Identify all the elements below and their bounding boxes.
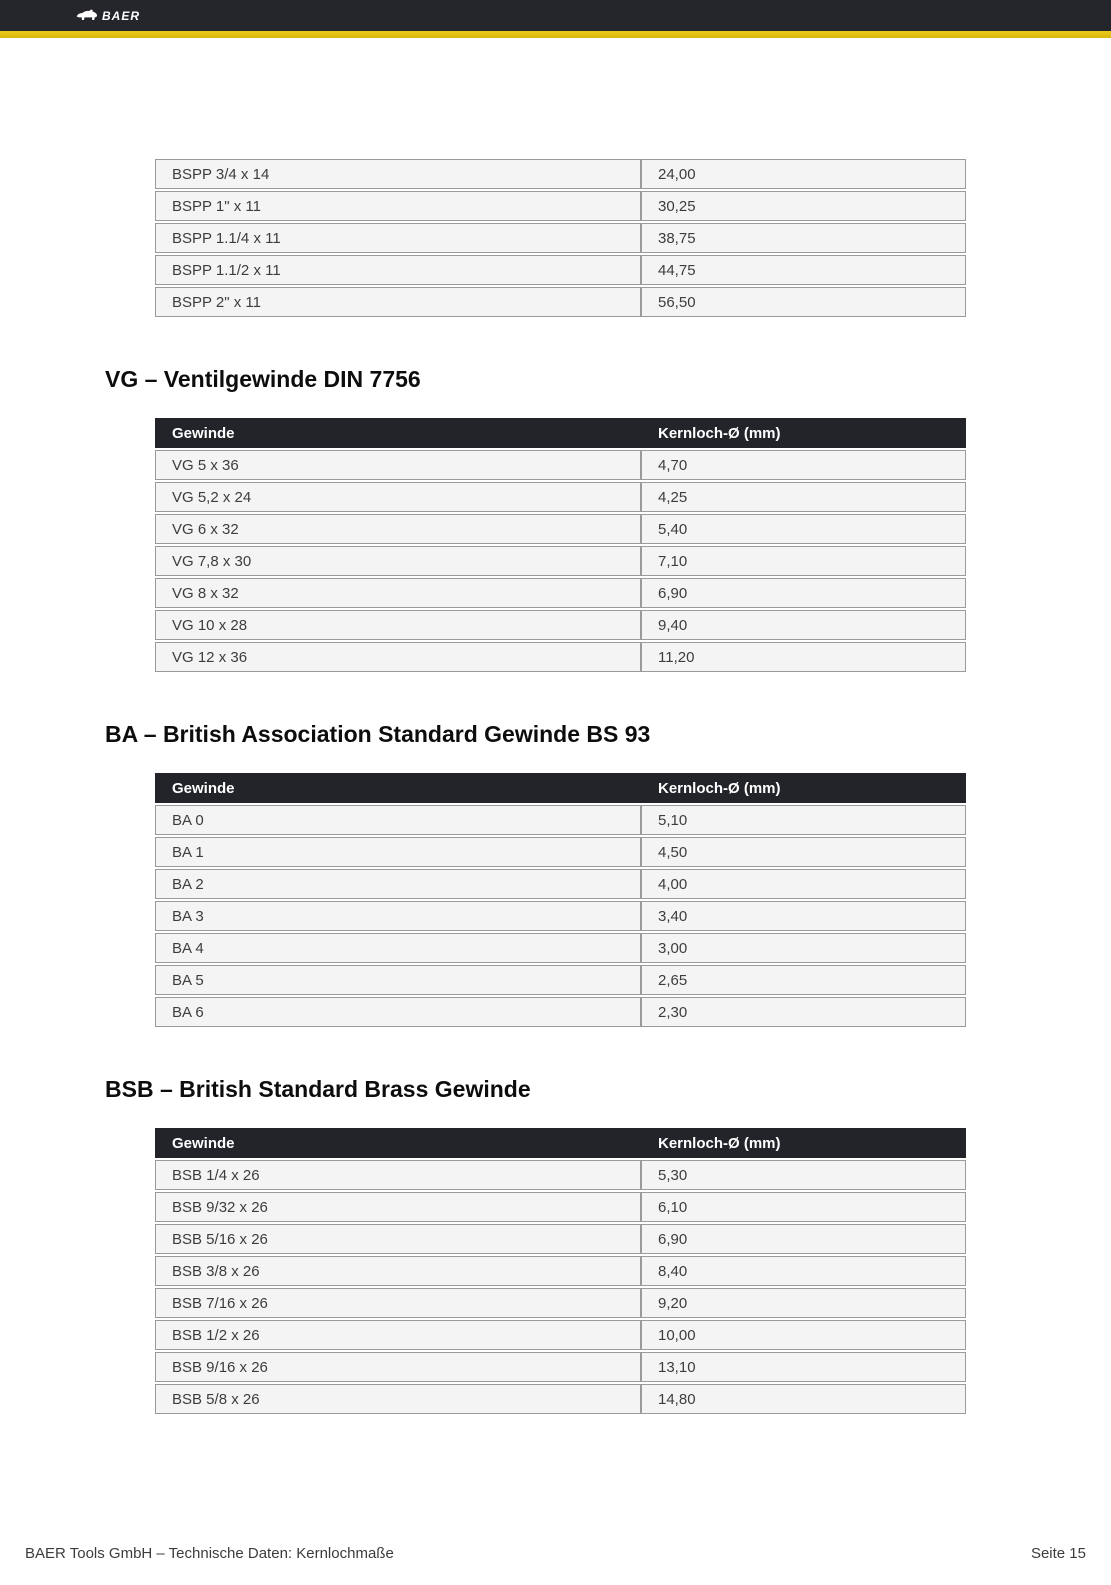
table-row bbox=[155, 1256, 966, 1286]
gewinde-cell: BSPP 2" x 11 bbox=[155, 287, 641, 317]
gewinde-cell: BSPP 1.1/2 x 11 bbox=[155, 255, 641, 285]
kernloch-cell: 10,00 bbox=[641, 1320, 966, 1350]
table-row bbox=[155, 1224, 966, 1254]
kernloch-cell: 5,40 bbox=[641, 514, 966, 544]
gewinde-cell: VG 6 x 32 bbox=[155, 514, 641, 544]
top-brand-bar bbox=[0, 0, 1111, 31]
table-row bbox=[155, 1160, 966, 1190]
table-row bbox=[155, 1320, 966, 1350]
column-header: Gewinde bbox=[155, 773, 641, 803]
thread-table bbox=[155, 771, 966, 1029]
table-row bbox=[155, 578, 966, 608]
kernloch-cell: 56,50 bbox=[641, 287, 966, 317]
table-row bbox=[155, 642, 966, 672]
gewinde-cell: VG 8 x 32 bbox=[155, 578, 641, 608]
column-header: Kernloch-Ø (mm) bbox=[641, 418, 966, 448]
gewinde-cell: VG 12 x 36 bbox=[155, 642, 641, 672]
gewinde-cell: BSB 1/4 x 26 bbox=[155, 1160, 641, 1190]
gewinde-cell: BSB 1/2 x 26 bbox=[155, 1320, 641, 1350]
kernloch-cell: 6,10 bbox=[641, 1192, 966, 1222]
gewinde-cell: BA 6 bbox=[155, 997, 641, 1027]
kernloch-cell: 14,80 bbox=[641, 1384, 966, 1414]
gewinde-cell: BSB 3/8 x 26 bbox=[155, 1256, 641, 1286]
document-page bbox=[0, 157, 1111, 1416]
table-row bbox=[155, 514, 966, 544]
section-title: VG – Ventilgewinde DIN 7756 bbox=[105, 366, 421, 392]
table-row bbox=[155, 997, 966, 1027]
bspp-continuation-table bbox=[155, 157, 966, 319]
kernloch-cell: 3,00 bbox=[641, 933, 966, 963]
kernloch-cell: 7,10 bbox=[641, 546, 966, 576]
gewinde-cell: BA 1 bbox=[155, 837, 641, 867]
table-header-row bbox=[155, 418, 966, 448]
kernloch-cell: 4,50 bbox=[641, 837, 966, 867]
gewinde-cell: BSB 9/16 x 26 bbox=[155, 1352, 641, 1382]
kernloch-cell: 24,00 bbox=[641, 159, 966, 189]
kernloch-cell: 30,25 bbox=[641, 191, 966, 221]
table-row bbox=[155, 1288, 966, 1318]
bear-icon bbox=[76, 9, 98, 22]
table-row bbox=[155, 546, 966, 576]
table-row bbox=[155, 837, 966, 867]
kernloch-cell: 9,40 bbox=[641, 610, 966, 640]
gewinde-cell: VG 5,2 x 24 bbox=[155, 482, 641, 512]
kernloch-cell: 5,30 bbox=[641, 1160, 966, 1190]
table-row bbox=[155, 191, 966, 221]
table-row bbox=[155, 287, 966, 317]
gewinde-cell: BSB 5/16 x 26 bbox=[155, 1224, 641, 1254]
table-row bbox=[155, 482, 966, 512]
gewinde-cell: BA 3 bbox=[155, 901, 641, 931]
column-header: Gewinde bbox=[155, 1128, 641, 1158]
column-header: Gewinde bbox=[155, 418, 641, 448]
gewinde-cell: VG 10 x 28 bbox=[155, 610, 641, 640]
kernloch-cell: 2,30 bbox=[641, 997, 966, 1027]
table-row bbox=[155, 965, 966, 995]
kernloch-cell: 11,20 bbox=[641, 642, 966, 672]
table-row bbox=[155, 610, 966, 640]
kernloch-cell: 44,75 bbox=[641, 255, 966, 285]
table-row bbox=[155, 159, 966, 189]
kernloch-cell: 4,25 bbox=[641, 482, 966, 512]
table-row bbox=[155, 805, 966, 835]
gewinde-cell: BSB 5/8 x 26 bbox=[155, 1384, 641, 1414]
table-row bbox=[155, 933, 966, 963]
thread-section bbox=[105, 1075, 1111, 1416]
table-row bbox=[155, 869, 966, 899]
gewinde-cell: BA 2 bbox=[155, 869, 641, 899]
gewinde-cell: BSB 7/16 x 26 bbox=[155, 1288, 641, 1318]
footer-document-title: BAER Tools GmbH – Technische Daten: Kernlochmaße bbox=[25, 1545, 394, 1562]
table-row bbox=[155, 1384, 966, 1414]
thread-table bbox=[155, 1126, 966, 1416]
thread-section bbox=[105, 720, 1111, 1029]
gewinde-cell: BSPP 1.1/4 x 11 bbox=[155, 223, 641, 253]
table-row bbox=[155, 1352, 966, 1382]
gewinde-cell: VG 7,8 x 30 bbox=[155, 546, 641, 576]
table-header-row bbox=[155, 773, 966, 803]
gewinde-cell: BA 0 bbox=[155, 805, 641, 835]
kernloch-cell: 2,65 bbox=[641, 965, 966, 995]
page-footer bbox=[25, 1545, 1086, 1562]
kernloch-cell: 9,20 bbox=[641, 1288, 966, 1318]
table-row bbox=[155, 1192, 966, 1222]
accent-stripe bbox=[0, 31, 1111, 38]
gewinde-cell: BSB 9/32 x 26 bbox=[155, 1192, 641, 1222]
gewinde-cell: BSPP 1" x 11 bbox=[155, 191, 641, 221]
gewinde-cell: BSPP 3/4 x 14 bbox=[155, 159, 641, 189]
column-header: Kernloch-Ø (mm) bbox=[641, 1128, 966, 1158]
kernloch-cell: 6,90 bbox=[641, 578, 966, 608]
footer-page-number: Seite 15 bbox=[1030, 1545, 1086, 1562]
kernloch-cell: 4,70 bbox=[641, 450, 966, 480]
thread-section bbox=[105, 365, 1111, 674]
kernloch-cell: 4,00 bbox=[641, 869, 966, 899]
table-row bbox=[155, 255, 966, 285]
sections-container bbox=[105, 365, 1111, 1416]
table-row bbox=[155, 450, 966, 480]
table-row bbox=[155, 223, 966, 253]
baer-logo bbox=[76, 9, 140, 23]
gewinde-cell: VG 5 x 36 bbox=[155, 450, 641, 480]
kernloch-cell: 13,10 bbox=[641, 1352, 966, 1382]
section-title: BA – British Association Standard Gewinde BS 93 bbox=[105, 721, 651, 747]
section-title: BSB – British Standard Brass Gewinde bbox=[105, 1076, 531, 1102]
kernloch-cell: 38,75 bbox=[641, 223, 966, 253]
table-row bbox=[155, 901, 966, 931]
column-header: Kernloch-Ø (mm) bbox=[641, 773, 966, 803]
kernloch-cell: 8,40 bbox=[641, 1256, 966, 1286]
logo-wordmark: BAER bbox=[102, 8, 141, 23]
gewinde-cell: BA 5 bbox=[155, 965, 641, 995]
table-header-row bbox=[155, 1128, 966, 1158]
kernloch-cell: 5,10 bbox=[641, 805, 966, 835]
gewinde-cell: BA 4 bbox=[155, 933, 641, 963]
kernloch-cell: 3,40 bbox=[641, 901, 966, 931]
thread-table bbox=[155, 416, 966, 674]
kernloch-cell: 6,90 bbox=[641, 1224, 966, 1254]
